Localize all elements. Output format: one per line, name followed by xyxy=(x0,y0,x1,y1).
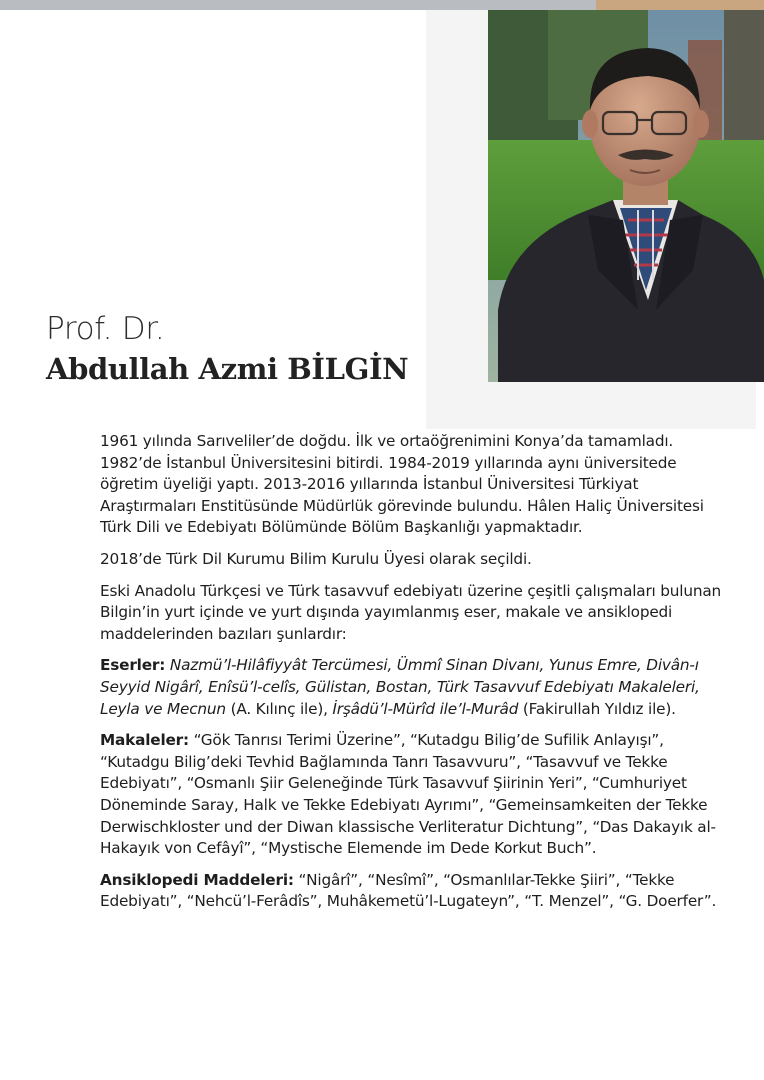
bio-encyclopedia xyxy=(100,870,722,913)
works-titles: Nazmü’l-Hilâfiyyât Tercümesi, Ümmî Sinan Divanı, Yunus Emre, Divân-ı Seyyid Nigârî, Enîsü’l-celîs, Gülistan, Bostan, Türk Tasavvuf Edebiyatı Makaleleri, Leyla ve Mecnun xyxy=(100,656,700,718)
works-label: Eserler: xyxy=(100,656,166,675)
works-coauthor-2: (Fakirullah Yıldız ile). xyxy=(518,699,676,718)
works-coauthor-1: (A. Kılınç ile), xyxy=(225,699,333,718)
top-accent-bar xyxy=(0,0,764,10)
bio-works xyxy=(100,655,722,720)
portrait-photo xyxy=(488,10,764,382)
bio-paragraph-education: 1961 yılında Sarıveliler’de doğdu. İlk ve ortaöğrenimini Konya’da tamamladı. 1982’de İstanbul Üniversitesini bitirdi. 1984-2019 yıllarında aynı üniversitede öğretim üyeliği yaptı. 2013-2016 yıllarında İstanbul Üniversitesi Türkiyat Araştırmaları Enstitüsünde Müdürlük görevinde bulundu. Hâlen Haliç Üniversitesi Türk Dili ve Edebiyatı Bölümünde Bölüm Başkanlığı yapmaktadır. xyxy=(100,432,704,537)
works-title-irsad: İrşâdü’l-Mürîd ile’l-Murâd xyxy=(332,699,519,718)
bio-articles xyxy=(100,730,722,860)
person-name: Abdullah Azmi BİLGİN xyxy=(46,352,409,386)
encyclopedia-list: “Nigârî”, “Nesîmî”, “Osmanlılar-Tekke Şiiri”, “Tekke Edebiyatı”, “Nehcü’l-Ferâdîs”, Muhâkemetü’l-Lugateyn”, “T. Menzel”, “G. Doerfer”. xyxy=(100,870,717,911)
encyclopedia-label: Ansiklopedi Maddeleri: xyxy=(100,870,294,889)
biography xyxy=(100,431,722,923)
title-prefix: Prof. Dr. xyxy=(46,311,165,347)
heading xyxy=(46,309,408,389)
articles-label: Makaleler: xyxy=(100,731,189,750)
articles-list: “Gök Tanrısı Terimi Üzerine”, “Kutadgu Bilig’de Sufilik Anlayışı”, “Kutadgu Bilig’deki Tevhid Bağlamında Tanrı Tasavvuru”, “Tasavvuf ve Tekke Edebiyatı”, “Osmanlı Şiir Geleneğinde Türk Tasavvuf Şiirinin Yeri”, “Cumhuriyet Döneminde Saray, Halk ve Tekke Edebiyatı Ayrımı”, “Gemeinsamkeiten der Tekke Derwischkloster und der Diwan klassische Verliteratur Dichtung”, “Das Dakayık al-Hakayık von Cefâyî”, “Mystische Elemende im Dede Korkut Buch”. xyxy=(100,731,716,858)
top-accent-bar-tan xyxy=(596,0,764,10)
top-accent-bar-grey xyxy=(0,0,596,10)
portrait-photo-icon xyxy=(488,10,764,382)
bio-paragraph-intro: Eski Anadolu Türkçesi ve Türk tasavvuf edebiyatı üzerine çeşitli çalışmaları bulunan Bilgin’in yurt içinde ve yurt dışında yayımlanmış eser, makale ve ansiklopedi maddelerinden bazıları şunlardır: xyxy=(100,581,721,643)
bio-paragraph-membership: 2018’de Türk Dil Kurumu Bilim Kurulu Üyesi olarak seçildi. xyxy=(100,549,532,568)
